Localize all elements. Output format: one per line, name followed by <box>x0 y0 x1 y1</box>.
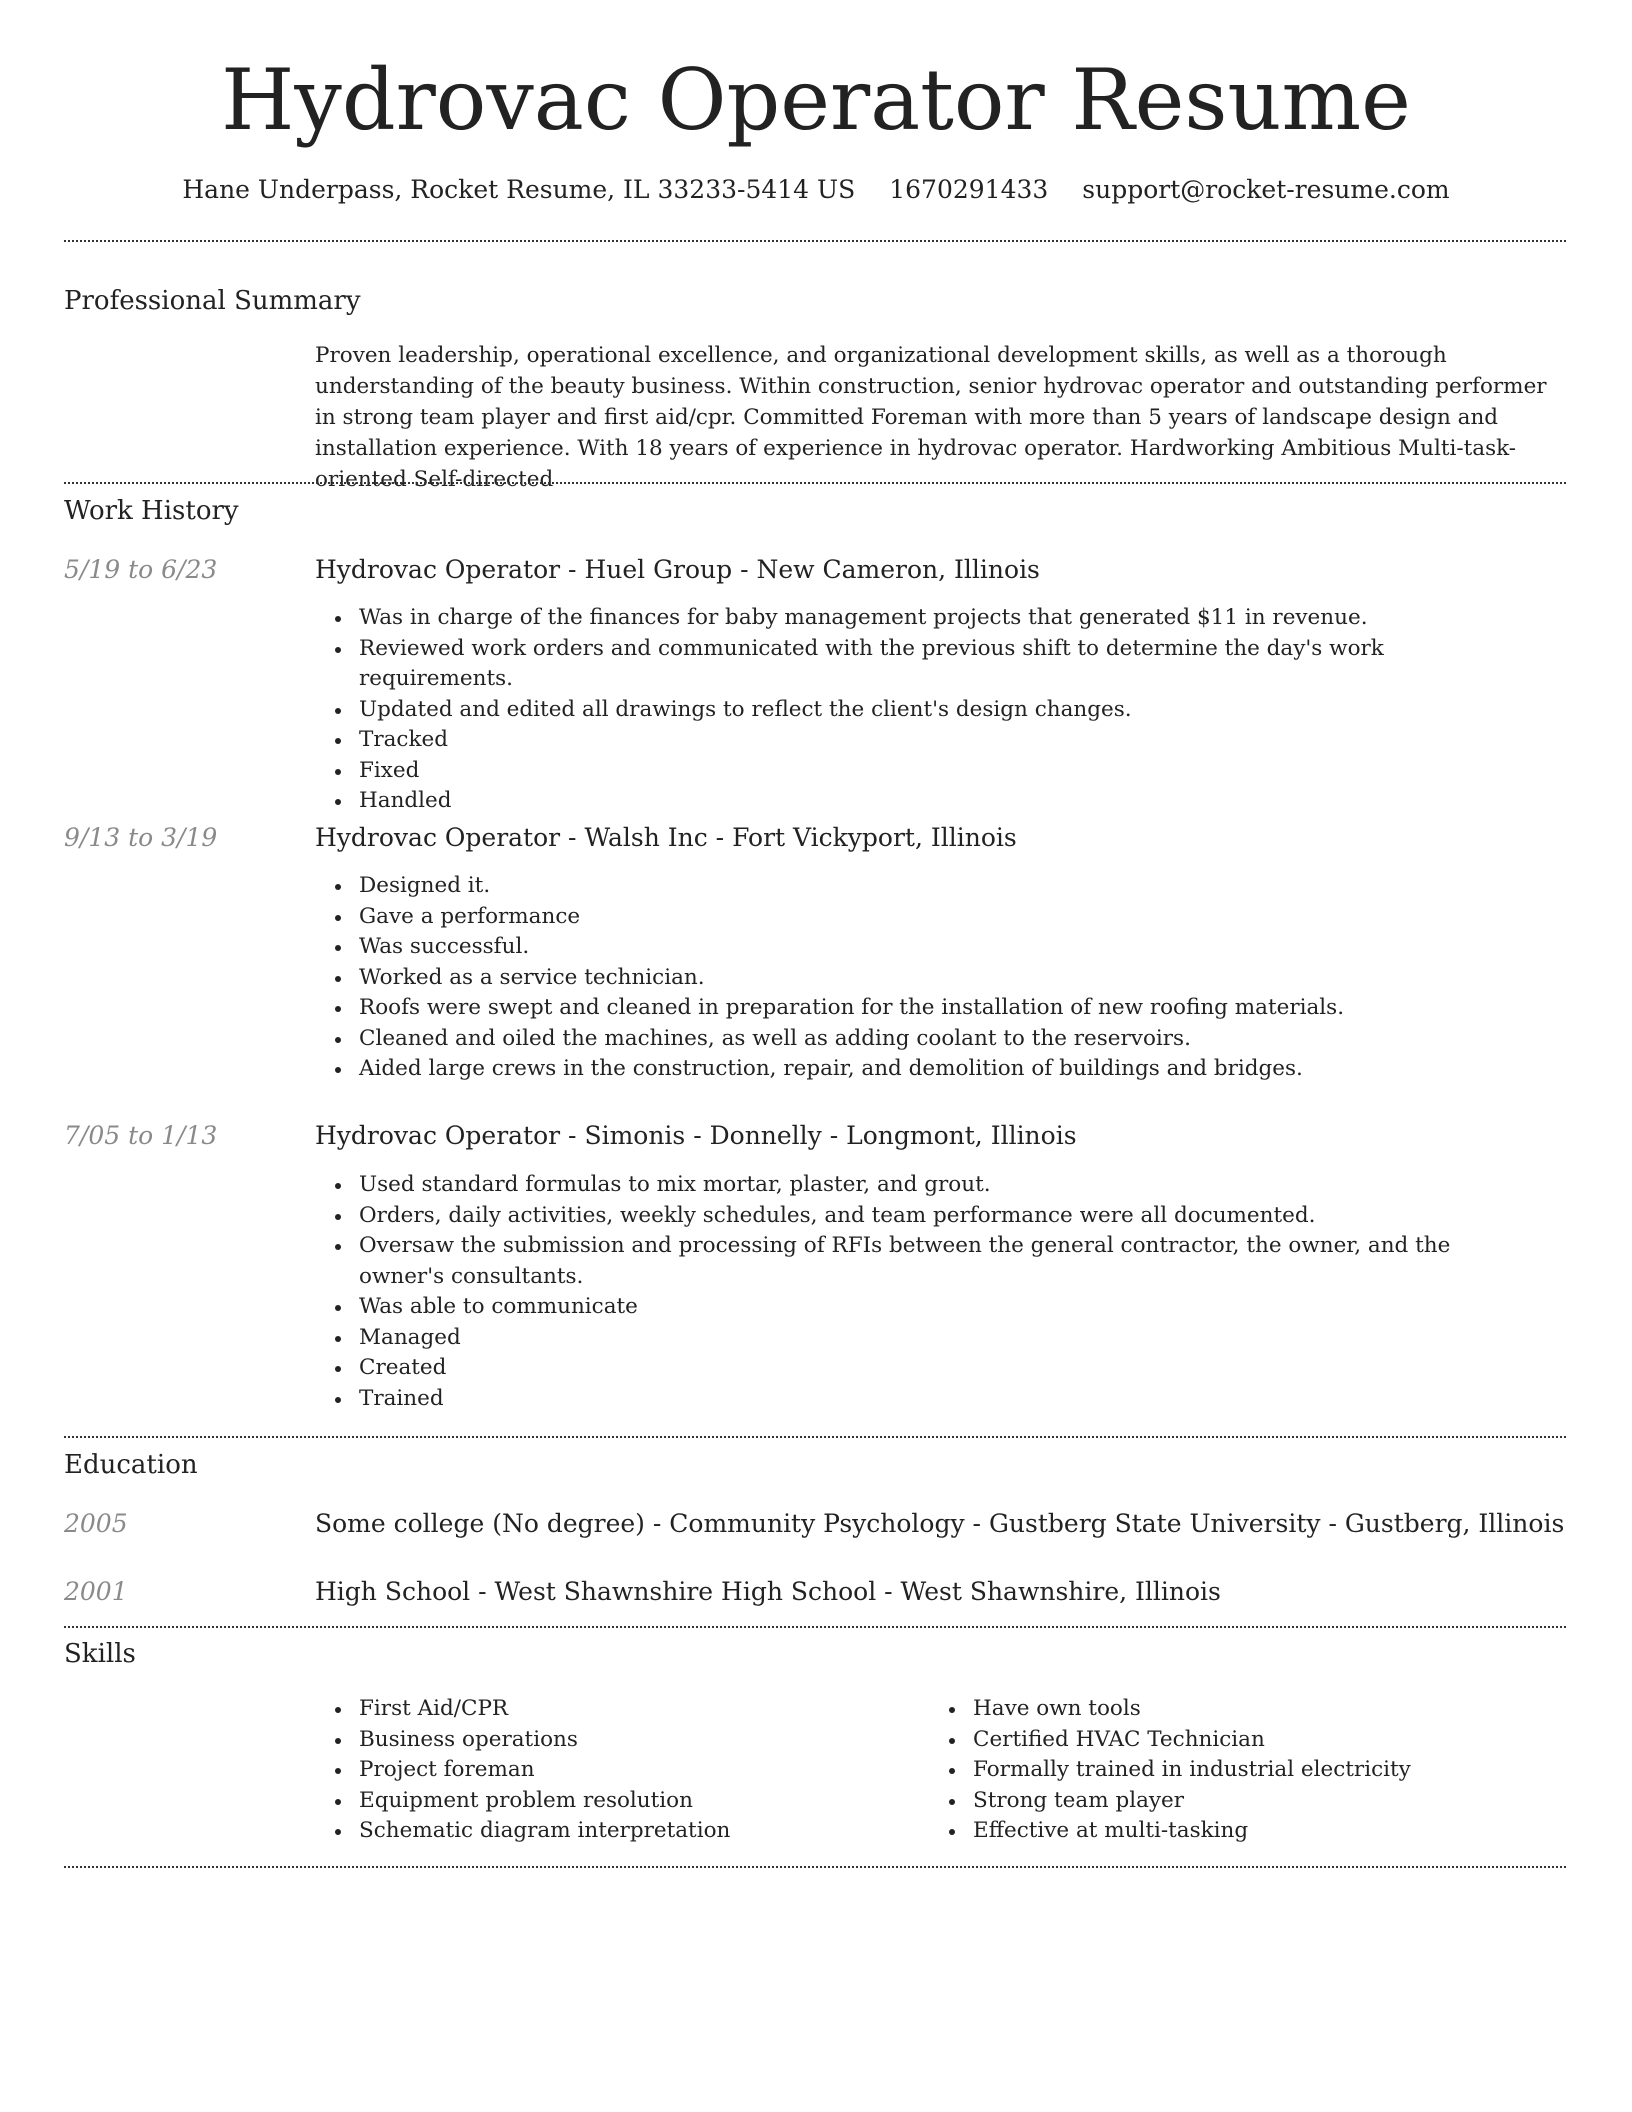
list-item: Aided large crews in the construction, repair, and demolition of buildings and bridges. <box>315 1054 1495 1085</box>
divider <box>64 482 1566 484</box>
job-bullets <box>315 871 1495 1085</box>
list-item: Effective at multi-tasking <box>929 1816 1549 1847</box>
list-item: Tracked <box>315 725 1495 756</box>
section-title-skills: Skills <box>64 1639 136 1669</box>
divider <box>64 1866 1566 1868</box>
list-item: Updated and edited all drawings to reflect the client's design changes. <box>315 695 1495 726</box>
divider <box>64 1626 1566 1628</box>
list-item: Trained <box>315 1384 1495 1415</box>
job-dates: 7/05 to 1/13 <box>64 1121 218 1150</box>
education-entry: Some college (No degree) - Community Psychology - Gustberg State University - Gustberg, Illinois <box>315 1509 1565 1538</box>
list-item: Business operations <box>315 1725 915 1756</box>
list-item: Was in charge of the finances for baby management projects that generated $11 in revenue. <box>315 603 1495 634</box>
list-item: Orders, daily activities, weekly schedules, and team performance were all documented. <box>315 1201 1495 1232</box>
resume-title: Hydrovac Operator Resume <box>221 51 1411 149</box>
job-title: Hydrovac Operator - Walsh Inc - Fort Vickyport, Illinois <box>315 823 1017 852</box>
list-item: Cleaned and oiled the machines, as well as adding coolant to the reservoirs. <box>315 1024 1495 1055</box>
list-item: Formally trained in industrial electricity <box>929 1755 1549 1786</box>
list-item: Certified HVAC Technician <box>929 1725 1549 1756</box>
summary-text: Proven leadership, operational excellence, and organizational development skills, as well as a thorough understanding of the beauty business. Within construction, senior hydrovac operator and outstanding performer in strong team player and first aid/cpr. Committed Foreman with more than 5 years of landscape design and installation experience. With 18 years of experience in hydrovac operator. Hardworking Ambitious Multi-task-oriented Self-directed <box>315 343 1547 492</box>
job-dates: 9/13 to 3/19 <box>64 823 218 852</box>
divider <box>64 240 1566 242</box>
education-year: 2001 <box>64 1577 128 1606</box>
list-item: Equipment problem resolution <box>315 1786 915 1817</box>
list-item: Managed <box>315 1323 1495 1354</box>
list-item: Worked as a service technician. <box>315 963 1495 994</box>
list-item: Have own tools <box>929 1694 1549 1725</box>
section-title-summary: Professional Summary <box>64 286 361 316</box>
list-item: Roofs were swept and cleaned in preparation for the installation of new roofing materials. <box>315 993 1495 1024</box>
education-year: 2005 <box>64 1509 128 1538</box>
list-item: Gave a performance <box>315 902 1495 933</box>
list-item: Handled <box>315 786 1495 817</box>
list-item: Strong team player <box>929 1786 1549 1817</box>
list-item: Schematic diagram interpretation <box>315 1816 915 1847</box>
list-item: Oversaw the submission and processing of RFIs between the general contractor, the owner, and the owner's consultants. <box>315 1231 1495 1292</box>
list-item: Reviewed work orders and communicated with the previous shift to determine the day's work requirements. <box>315 634 1495 695</box>
list-item: Was successful. <box>315 932 1495 963</box>
job-bullets <box>315 603 1495 817</box>
list-item: Created <box>315 1353 1495 1384</box>
contact-phone: 1670291433 <box>889 175 1049 204</box>
list-item: Project foreman <box>315 1755 915 1786</box>
divider <box>64 1436 1566 1438</box>
list-item: Designed it. <box>315 871 1495 902</box>
job-title: Hydrovac Operator - Huel Group - New Cameron, Illinois <box>315 555 1040 584</box>
job-bullets <box>315 1170 1495 1414</box>
contact-line <box>0 170 1632 210</box>
skills-list-left <box>315 1694 915 1847</box>
list-item: First Aid/CPR <box>315 1694 915 1725</box>
section-title-education: Education <box>64 1450 198 1480</box>
contact-email: support@rocket-resume.com <box>1082 175 1450 204</box>
job-title: Hydrovac Operator - Simonis - Donnelly - Longmont, Illinois <box>315 1121 1077 1150</box>
list-item: Used standard formulas to mix mortar, plaster, and grout. <box>315 1170 1495 1201</box>
section-title-work: Work History <box>64 496 239 526</box>
education-entry: High School - West Shawnshire High School - West Shawnshire, Illinois <box>315 1577 1221 1606</box>
list-item: Was able to communicate <box>315 1292 1495 1323</box>
contact-address: Hane Underpass, Rocket Resume, IL 33233-5414 US <box>182 175 856 204</box>
skills-list-right <box>929 1694 1549 1847</box>
job-dates: 5/19 to 6/23 <box>64 555 218 584</box>
list-item: Fixed <box>315 756 1495 787</box>
